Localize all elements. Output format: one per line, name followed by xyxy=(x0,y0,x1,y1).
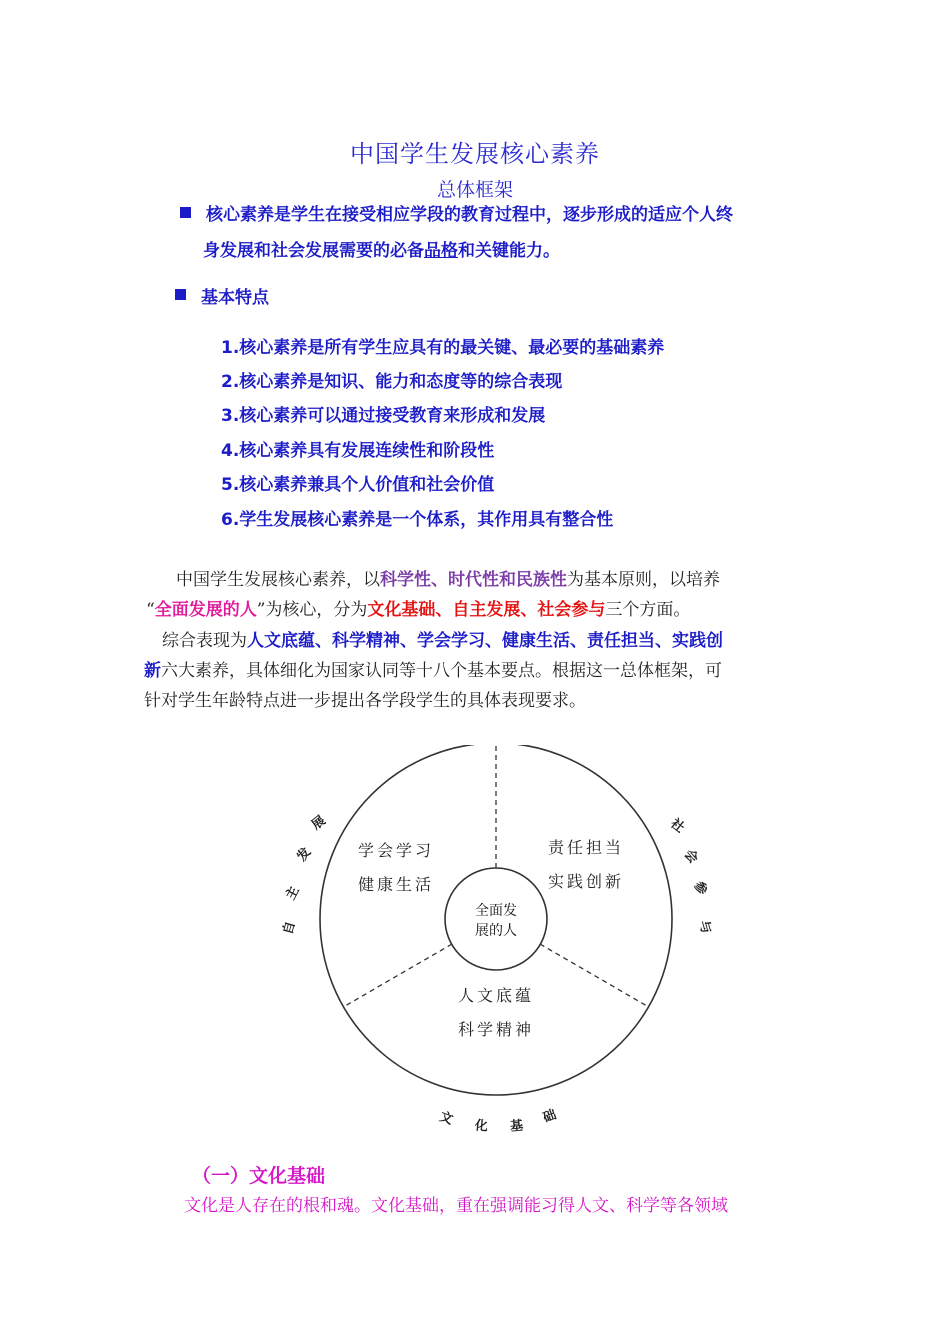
outer-right-char: 与 xyxy=(695,918,714,936)
outer-bottom-char: 基 xyxy=(509,1118,524,1135)
feature-item: 4.核心素养具有发展连续性和阶段性 xyxy=(221,441,495,461)
outer-right-char: 社 xyxy=(667,816,687,837)
paragraph-line-2: “全面发展的人”为核心，分为文化基础、自主发展、社会参与三个方面。 xyxy=(146,600,691,620)
paragraph-line-4: 新六大素养，具体细化为国家认同等十八个基本要点。根据这一总体框架，可 xyxy=(144,661,722,681)
outer-circle xyxy=(320,745,672,1095)
paragraph-line-1: 中国学生发展核心素养，以科学性、时代性和民族性为基本原则，以培养 xyxy=(176,570,720,590)
literacy-responsibility: 责任担当 xyxy=(547,838,625,857)
feature-item: 2.核心素养是知识、能力和态度等的综合表现 xyxy=(221,372,563,392)
section-heading: （一）文化基础 xyxy=(192,1165,326,1187)
outer-right-char: 会 xyxy=(680,846,701,867)
outer-left-char: 主 xyxy=(283,884,303,903)
outer-bottom-char: 文 xyxy=(437,1109,455,1128)
paragraph-line-5: 针对学生年龄特点进一步提出各学段学生的具体表现要求。 xyxy=(144,691,586,711)
definition-line-1: 核心素养是学生在接受相应学段的教育过程中，逐步形成的适应个人终 xyxy=(206,205,733,225)
outer-left-char: 发 xyxy=(294,844,315,865)
features-heading: 基本特点 xyxy=(201,288,269,308)
center-circle xyxy=(445,868,547,970)
highlight-literacies: 人文底蕴、科学精神、学会学习、健康生活、责任担当、实践创 xyxy=(247,631,723,651)
outer-left-char: 展 xyxy=(309,813,329,834)
page-title: 中国学生发展核心素养 xyxy=(350,140,600,168)
outer-bottom-char: 础 xyxy=(541,1107,559,1126)
divider-right xyxy=(540,944,647,1006)
literacy-science: 科学精神 xyxy=(457,1020,535,1039)
bullet-icon xyxy=(180,207,191,218)
feature-item: 5.核心素养兼具个人价值和社会价值 xyxy=(221,475,495,495)
feature-item: 1.核心素养是所有学生应具有的最关键、最必要的基础素养 xyxy=(221,338,665,358)
outer-bottom-char: 化 xyxy=(474,1118,489,1135)
highlight-core: 全面发展的人 xyxy=(154,600,257,620)
literacy-health: 健康生活 xyxy=(357,875,435,894)
page-subtitle: 总体框架 xyxy=(436,179,513,201)
bullet-icon xyxy=(175,289,186,300)
underlined-word: 品格 xyxy=(424,241,458,261)
feature-item: 6.学生发展核心素养是一个体系，其作用具有整合性 xyxy=(221,510,614,530)
paragraph-line-3: 综合表现为人文底蕴、科学精神、学会学习、健康生活、责任担当、实践创 xyxy=(162,631,723,651)
divider-left xyxy=(345,944,452,1006)
highlight-aspects: 文化基础、自主发展、社会参与 xyxy=(367,600,606,620)
outer-right-char: 参 xyxy=(690,879,710,898)
center-label-2: 展的人 xyxy=(475,923,517,939)
center-label-1: 全面发 xyxy=(475,903,517,919)
literacy-learn: 学会学习 xyxy=(357,841,435,860)
section-text: 文化是人存在的根和魂。文化基础，重在强调能习得人文、科学等各领域 xyxy=(184,1196,728,1216)
literacy-humanities: 人文底蕴 xyxy=(457,986,535,1005)
feature-item: 3.核心素养可以通过接受教育来形成和发展 xyxy=(221,406,546,426)
literacy-innovation: 实践创新 xyxy=(547,872,625,891)
highlight-principles: 科学性、时代性和民族性 xyxy=(380,570,567,590)
definition-line-2: 身发展和社会发展需要的必备品格和关键能力。 xyxy=(203,241,560,261)
outer-left-char: 自 xyxy=(280,919,299,937)
framework-diagram xyxy=(260,745,740,1145)
